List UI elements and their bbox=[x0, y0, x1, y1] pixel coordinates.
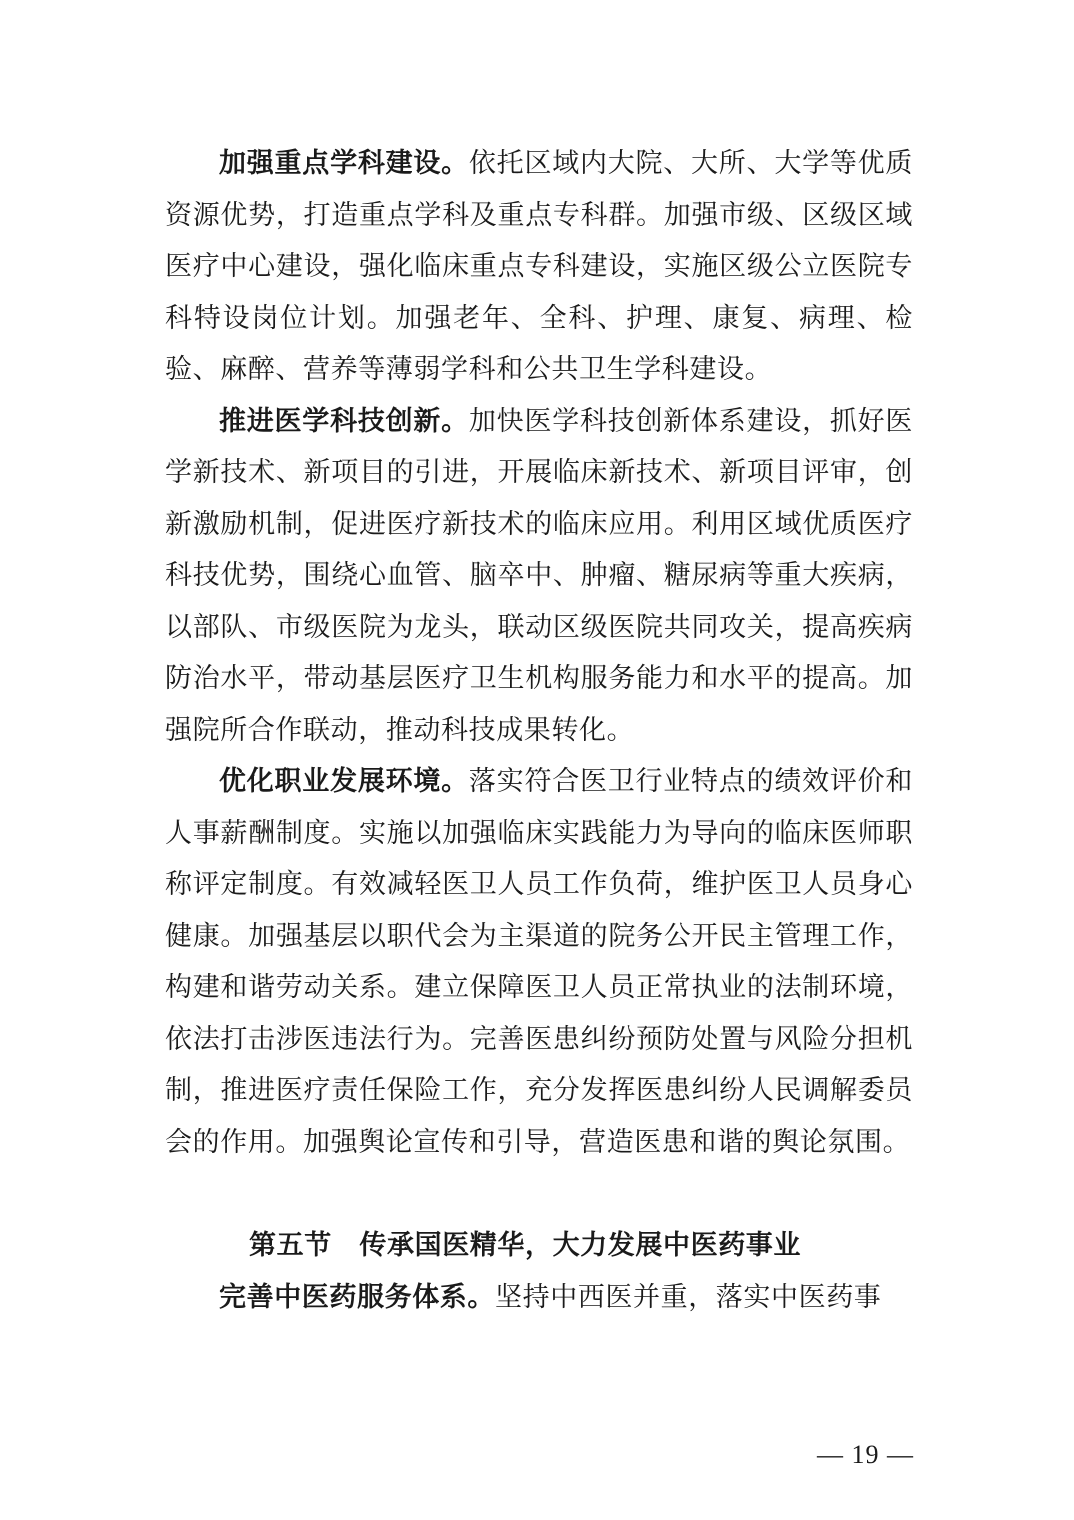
paragraph-body: 落实符合医卫行业特点的绩效评价和人事薪酬制度。实施以加强临床实践能力为导向的临床医师职称评定制度。有效减轻医卫人员工作负荷，维护医卫人员身心健康。加强基层以职代会为主渠道的院务公开民主管理工作，构建和谐劳动关系。建立保障医卫人员正常执业的法制环境，依法打击涉医违法行为。完善医患纠纷预防处置与风险分担机制，推进医疗责任保险工作，充分发挥医患纠纷人民调解委员会的作用。加强舆论宣传和引导，营造医患和谐的舆论氛围。 bbox=[165, 766, 913, 1158]
paragraph-key-disciplines bbox=[165, 138, 913, 396]
paragraph-lead: 推进医学科技创新。 bbox=[219, 405, 469, 437]
text-column bbox=[165, 138, 913, 1323]
paragraph-body: 坚持中西医并重，落实中医药事 bbox=[495, 1281, 882, 1313]
paragraph-lead: 优化职业发展环境。 bbox=[219, 766, 469, 797]
paragraph-lead: 加强重点学科建设。 bbox=[219, 148, 469, 179]
paragraph-career-environment bbox=[165, 756, 913, 1168]
section-heading: 第五节 传承国医精华，大力发展中医药事业 bbox=[249, 1230, 801, 1261]
paragraph-body: 加快医学科技创新体系建设，抓好医学新技术、新项目的引进，开展临床新技术、新项目评审，创新激励机制，促进医疗新技术的临床应用。利用区域优质医疗科技优势，围绕心血管、脑卒中、肿瘤、糖尿病等重大疾病，以部队、市级医院为龙头，联动区级医院共同攻关，提高疾病防治水平，带动基层医疗卫生机构服务能力和水平的提高。加强院所合作联动，推动科技成果转化。 bbox=[165, 405, 913, 746]
paragraph-lead: 完善中医药服务体系。 bbox=[219, 1281, 495, 1313]
paragraph-medical-innovation bbox=[165, 396, 913, 757]
paragraph-tcm-service-system bbox=[165, 1272, 913, 1324]
paragraph-body: 依托区域内大院、大所、大学等优质资源优势，打造重点学科及重点专科群。加强市级、区级区域医疗中心建设，强化临床重点专科建设，实施区级公立医院专科特设岗位计划。加强老年、全科、护理、康复、病理、检验、麻醉、营养等薄弱学科和公共卫生学科建设。 bbox=[165, 148, 913, 385]
page-number: — 19 — bbox=[817, 1440, 914, 1469]
